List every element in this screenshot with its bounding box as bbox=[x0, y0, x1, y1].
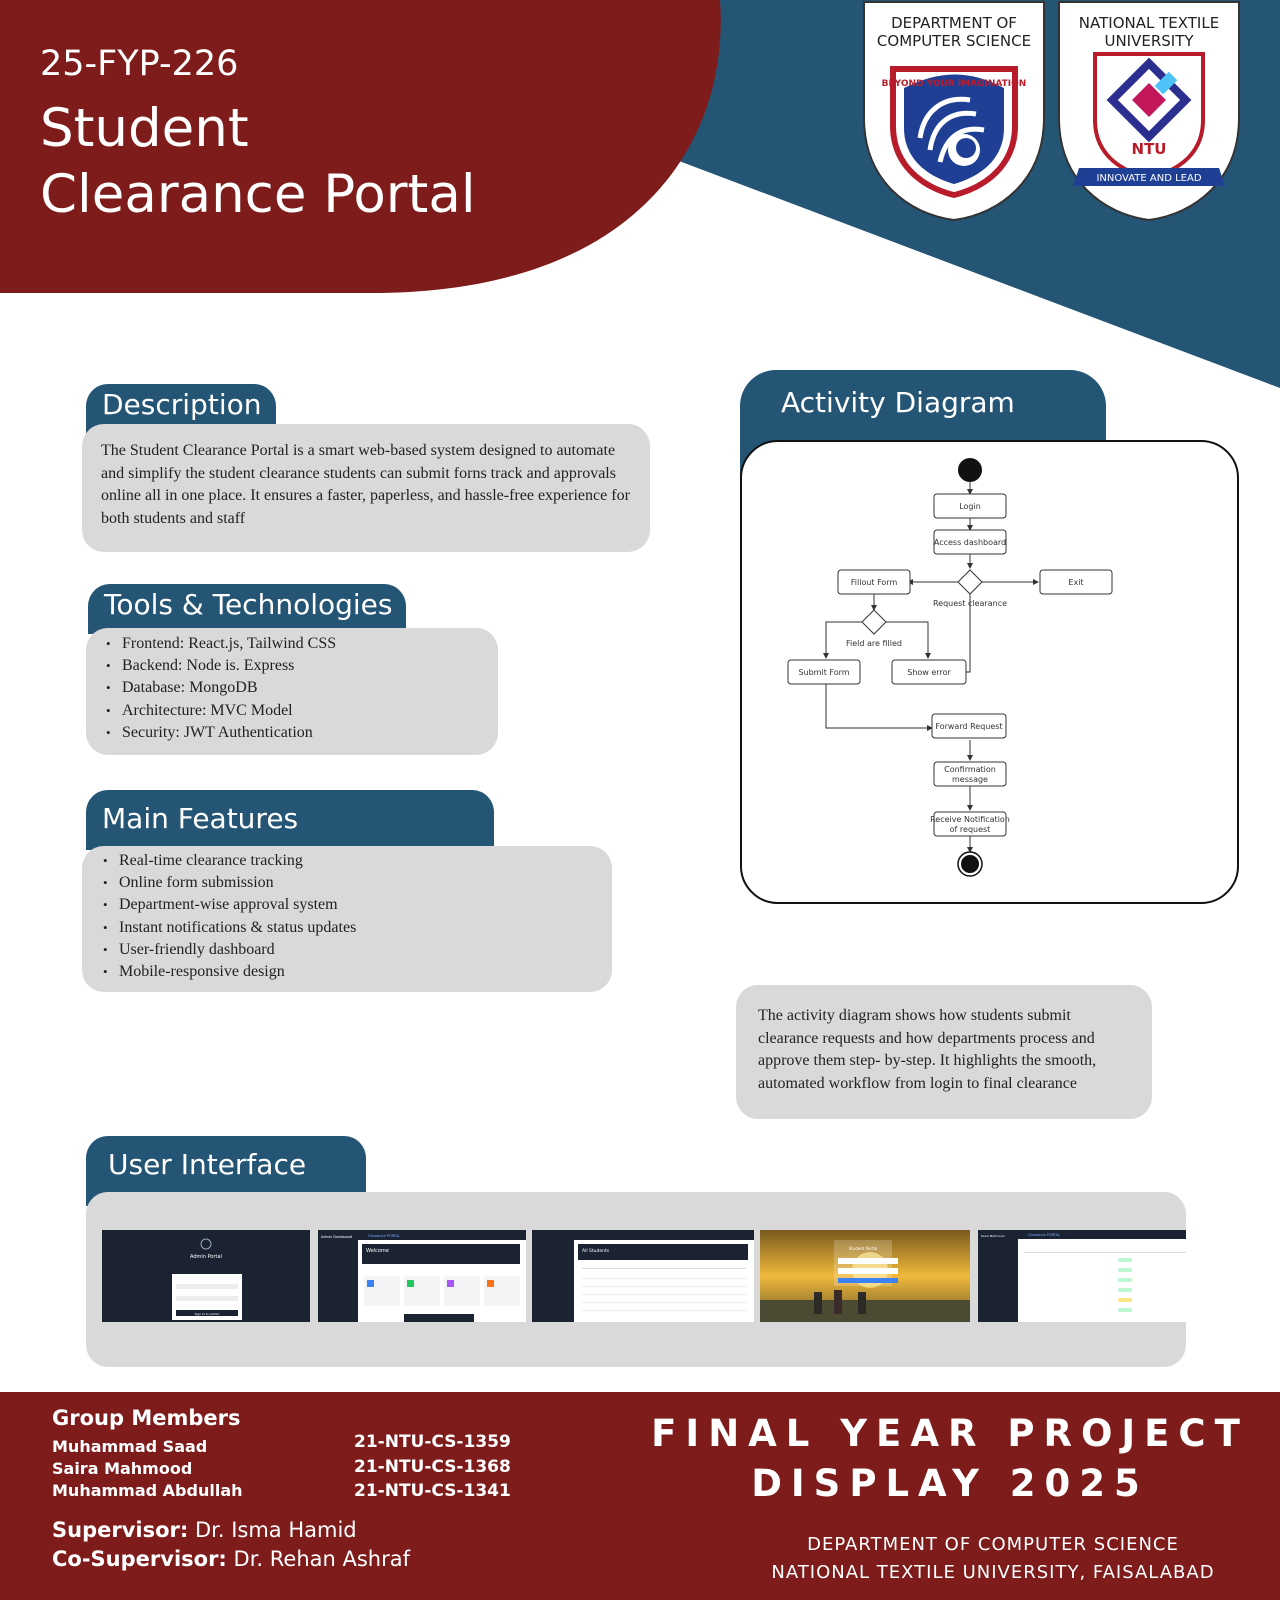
start-node-icon bbox=[958, 458, 982, 482]
co-supervisor bbox=[52, 1547, 410, 1571]
tools-box bbox=[86, 628, 498, 755]
ui-shot-students[interactable] bbox=[532, 1230, 754, 1322]
ui-shot-admin-login[interactable] bbox=[102, 1230, 310, 1322]
ntu-motto: INNOVATE AND LEAD bbox=[1096, 173, 1202, 184]
activity-diagram bbox=[742, 442, 1241, 906]
description-text: The Student Clearance Portal is a smart web-based system designed to automate and simplify the student clearance students can submit forns track and approvals online all in one place. It ensures a faster, paperless, and hassle-free experience for both students and staff bbox=[101, 442, 630, 527]
features-box bbox=[82, 846, 612, 992]
description-heading: Description bbox=[86, 384, 276, 434]
co-supervisor-name: Dr. Rehan Ashraf bbox=[233, 1547, 411, 1571]
activity-heading: Activity Diagram bbox=[740, 370, 1106, 490]
ui-screenshot-strip bbox=[102, 1230, 1186, 1322]
group-members-title: Group Members bbox=[52, 1406, 241, 1430]
features-item-notifications: • Instant notifications & status updates bbox=[101, 917, 594, 939]
activity-diagram-frame bbox=[740, 440, 1239, 904]
label-exit: Exit bbox=[1068, 578, 1084, 587]
tools-item-database: • Database: MongoDB bbox=[104, 677, 480, 699]
supervisor-label: Supervisor: bbox=[52, 1518, 189, 1542]
tools-item-backend: • Backend: Node is. Express bbox=[104, 655, 480, 677]
label-fill: Fillout Form bbox=[850, 578, 898, 587]
ui-shot-dashboard[interactable] bbox=[318, 1230, 526, 1322]
label-forward: Forward Request bbox=[935, 722, 1003, 731]
member-name: Muhammad Abdullah bbox=[52, 1481, 243, 1500]
co-supervisor-label: Co-Supervisor: bbox=[52, 1547, 227, 1571]
features-list bbox=[101, 850, 594, 983]
shot-dash-side: Admin Dashboard bbox=[321, 1235, 353, 1239]
project-id: 25-FYP-226 bbox=[40, 44, 239, 84]
supervisor bbox=[52, 1518, 357, 1542]
tools-item-frontend: • Frontend: React.js, Tailwind CSS bbox=[104, 633, 480, 655]
label-confirm-2: message bbox=[952, 775, 988, 784]
features-item-form: • Online form submission bbox=[101, 872, 594, 894]
label-notify-1: Receive Notification bbox=[930, 815, 1010, 824]
dept-line-1: DEPARTMENT OF COMPUTER SCIENCE bbox=[807, 1534, 1179, 1555]
member-name: Saira Mahmood bbox=[52, 1459, 193, 1478]
ui-shot-student-login[interactable] bbox=[760, 1230, 970, 1322]
shot-admin-btn: Sign In to Admin bbox=[194, 1312, 220, 1316]
dept-line-2: NATIONAL TEXTILE UNIVERSITY, FAISALABAD bbox=[771, 1562, 1215, 1583]
label-login: Login bbox=[959, 502, 981, 511]
label-notify-2: of request bbox=[949, 825, 991, 834]
ntu-logo bbox=[1055, 0, 1243, 222]
description-box bbox=[82, 424, 650, 552]
shot-students-title: All Students bbox=[582, 1249, 610, 1254]
activity-caption-box bbox=[736, 985, 1152, 1119]
shot-dash-welcome: Welcome bbox=[366, 1248, 389, 1254]
shot-admin-title: Admin Portal bbox=[190, 1254, 222, 1260]
label-filled: Field are filled bbox=[846, 639, 902, 648]
dept-motto: BEYOND YOUR IMAGINATION bbox=[881, 79, 1027, 89]
dept-logo-line-1: DEPARTMENT OF bbox=[891, 14, 1017, 32]
fyp-title-line-2: DISPLAY 2025 bbox=[751, 1462, 1149, 1505]
supervisor-name: Dr. Isma Hamid bbox=[194, 1518, 357, 1542]
tools-heading: Tools & Technologies bbox=[88, 584, 406, 634]
label-request: Request clearance bbox=[932, 599, 1008, 608]
activity-caption: The activity diagram shows how students submit clearance requests and how departments process and approve them step- by-step. It highlights the smooth, automated workflow from login to final clearance bbox=[758, 1007, 1097, 1092]
end-node-icon bbox=[961, 855, 979, 873]
fyp-title-line-1: FINAL YEAR PROJECT bbox=[651, 1412, 1249, 1455]
features-item-tracking: • Real-time clearance tracking bbox=[101, 850, 594, 872]
ntu-abbr: NTU bbox=[1131, 140, 1167, 158]
member-reg: 21-NTU-CS-1341 bbox=[354, 1481, 511, 1501]
member-name: Muhammad Saad bbox=[52, 1437, 208, 1456]
page-title bbox=[40, 96, 476, 228]
member-reg: 21-NTU-CS-1359 bbox=[354, 1432, 511, 1452]
tools-list bbox=[104, 633, 480, 744]
footer bbox=[0, 1392, 1280, 1600]
features-heading: Main Features bbox=[86, 790, 494, 850]
ntu-logo-line-2: UNIVERSITY bbox=[1104, 32, 1194, 50]
label-submit: Submit Form bbox=[798, 668, 850, 677]
member-reg: 21-NTU-CS-1368 bbox=[354, 1457, 511, 1477]
decision-request-icon bbox=[958, 570, 982, 594]
title-line-1: Student bbox=[40, 98, 249, 159]
ui-heading: User Interface bbox=[86, 1136, 366, 1206]
label-access: Access dashboard bbox=[933, 538, 1007, 547]
tools-item-security: • Security: JWT Authentication bbox=[104, 722, 480, 744]
decision-filled-icon bbox=[862, 610, 886, 634]
features-item-dashboard: • User-friendly dashboard bbox=[101, 939, 594, 961]
label-error: Show error bbox=[907, 668, 951, 677]
shot-status-top: Clearance PORTAL bbox=[1028, 1233, 1060, 1237]
title-line-2: Clearance Portal bbox=[40, 164, 476, 225]
features-item-responsive: • Mobile-responsive design bbox=[101, 961, 594, 983]
dept-logo bbox=[860, 0, 1048, 222]
ui-shot-status[interactable] bbox=[978, 1230, 1186, 1322]
dept-logo-line-2: COMPUTER SCIENCE bbox=[876, 32, 1032, 50]
features-item-approval: • Department-wise approval system bbox=[101, 894, 594, 916]
shot-dash-top: Clearance PORTAL bbox=[368, 1234, 400, 1238]
ntu-logo-line-1: NATIONAL TEXTILE bbox=[1078, 14, 1220, 32]
shot-status-side: Saira Mahmood bbox=[981, 1234, 1005, 1238]
label-confirm-1: Confirmation bbox=[944, 765, 996, 774]
shot-login-title: Student Portal bbox=[848, 1246, 878, 1251]
tools-item-architecture: • Architecture: MVC Model bbox=[104, 700, 480, 722]
